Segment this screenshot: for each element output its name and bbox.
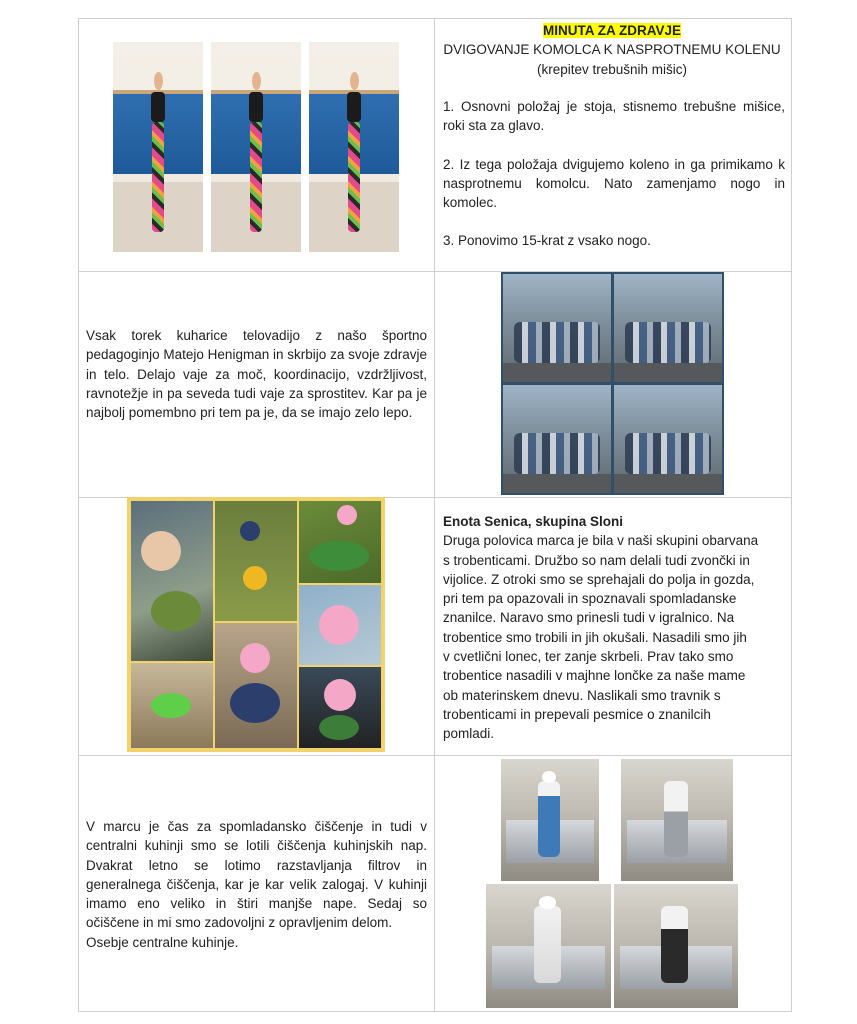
senica-line: s trobenticami. Družbo so nam delali tudi zvončki in: [443, 552, 750, 568]
exercise-step-1: 1. Osnovni položaj je stoja, stisnemo trebušne mišice, roki sta za glavo.: [443, 99, 785, 134]
senica-line: znanilce. Naravo smo prinesli tudi v igralnico. Na: [443, 610, 735, 626]
senica-line: trobentice nasadili v majhne lončke za naše mame: [443, 668, 746, 684]
cooks-exercise-collage: [501, 272, 724, 495]
row-divider-3: [78, 755, 792, 756]
senica-line: pomladi.: [443, 726, 495, 742]
senica-line: vijolice. Z otroki smo se sprehajali do polja in gozda,: [443, 571, 755, 587]
kitchen-cleaning-body: V marcu je čas za spomladansko čiščenje in tudi v centralni kuhinji smo se lotili čiščenja kuhinjskih nap. Dvakrat letno se lotimo razstavljanja filtrov in generalnega čiščenja, kar je kar velik zalogaj. V kuhinji imamo eno veliko in štiri manjše nape. Sedaj so očiščene in mi smo zadovoljni z opravljenim delom.: [86, 819, 427, 931]
exercise-photo-3: [309, 42, 399, 252]
exercise-subtitle-note: (krepitev trebušnih mišic): [536, 61, 688, 77]
exercise-step-2: 2. Iz tega položaja dvigujemo koleno in ga primikamo k nasprotnemu komolcu. Nato zamenjamo nogo in komolec.: [443, 156, 785, 211]
kitchen-photo-2: [621, 759, 733, 881]
kitchen-signature: Osebje centralne kuhinje.: [86, 934, 239, 950]
exercise-subtitle: DVIGOVANJE KOMOLCA K NASPROTNEMU KOLENU: [443, 42, 781, 58]
kids-collage: [127, 497, 385, 752]
senica-group-title: Enota Senica, skupina Sloni: [443, 514, 624, 529]
exercise-step-3: 3. Ponovimo 15-krat z vsako nogo.: [443, 233, 651, 249]
exercise-header: [442, 21, 782, 79]
senica-line: trobenticami in prepevali pesmice o znanilcih: [443, 706, 711, 722]
exercise-photo-2: [211, 42, 301, 252]
column-divider: [434, 18, 435, 1012]
senica-line: v cvetlični lonec, ter zanje skrbeli. Prav tako smo: [443, 649, 734, 665]
kitchen-photo-1: [501, 759, 599, 881]
senica-group-text: [443, 512, 788, 744]
senica-line: Druga polovica marca je bila v naši skupini obarvana: [443, 533, 759, 549]
cooks-exercise-text: Vsak torek kuharice telovadijo z našo športno pedagoginjo Matejo Henigman in skrbijo za svoje zdravje in telo. Delajo vaje za moč, koordinacijo, vzdržljivost, ravnotežje in pa seveda tudi vaje za sprostitev. Kar pa je najbolj pomembno pri tem pa je, da se imajo zelo lepo.: [86, 328, 427, 421]
exercise-steps: [443, 97, 785, 251]
kitchen-photo-3: [486, 884, 611, 1008]
senica-line: ob materinskem dnevu. Naslikali smo travnik s: [443, 687, 721, 703]
exercise-photo-1: [113, 42, 203, 252]
senica-line: trobentice smo trobili in jih okušali. Nasadili smo jih: [443, 629, 747, 645]
kitchen-photo-4: [614, 884, 738, 1008]
exercise-heading: MINUTA ZA ZDRAVJE: [543, 23, 681, 38]
senica-line: pri tem pa opazovali in spoznavali spomladanske: [443, 591, 737, 607]
kitchen-cleaning-text: [86, 817, 427, 952]
